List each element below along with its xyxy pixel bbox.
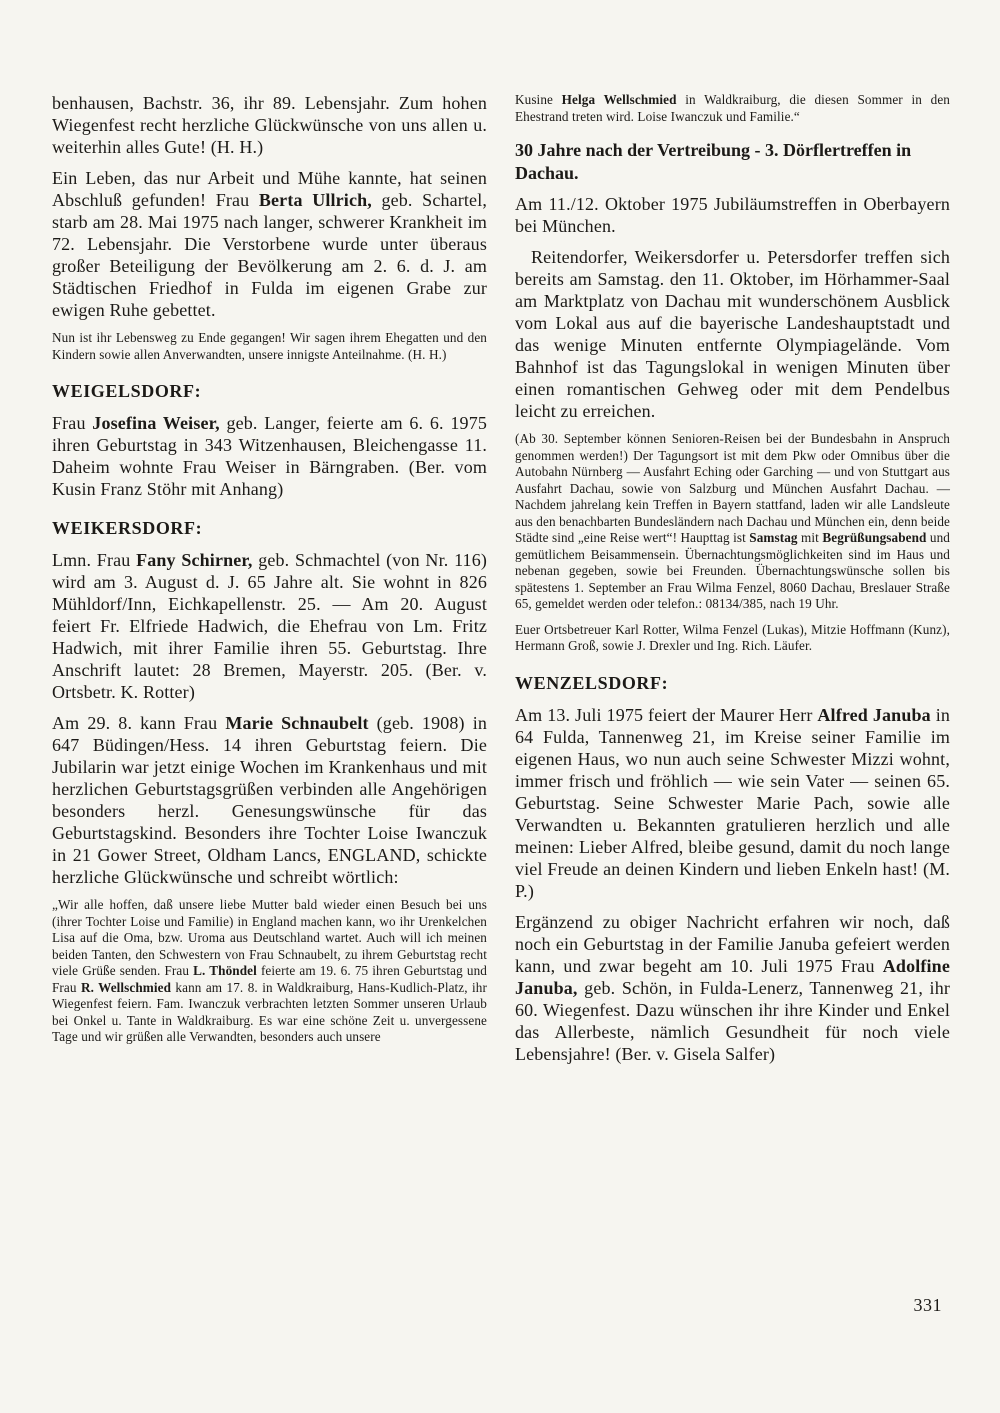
- text-run: mit: [797, 530, 823, 545]
- left-column: [52, 92, 487, 1074]
- paragraph: [515, 911, 950, 1065]
- text-run: „Wir alle hoffen, daß unsere liebe Mutter bald wieder einen Besuch bei uns (ihrer Tochter Loise und Familie) in England machen kann, wo ihr Urenkelchen Lisa auf die Oma, bzw. Uroma aus Deutschland wartet. Auch will ich meinen beiden Tanten, den Schwestern von Frau Schnaubelt, zu ihrem Geburtstag recht viele Grüße senden. Frau: [52, 897, 487, 978]
- bold-text-run: Helga Wellschmied: [561, 92, 677, 107]
- text-run: und gemütlichem Beisammensein. Übernachtungsmöglichkeiten sind im Haus und nebenan gegeben, sowie bei Freunden. Übernachtungswünsche sollen bis spätestens 1. September an Frau Wilma Fenzel, 8060 Dachau, Breslauer Straße 65, gemeldet werden oder telefon.: 08134/385, nach 19 Uhr.: [515, 530, 951, 611]
- paragraph: [515, 246, 950, 422]
- text-run: Frau: [52, 413, 93, 433]
- paragraph: [52, 330, 487, 363]
- text-run: 30 Jahre nach der Vertreibung - 3. Dörflertreffen in Dachau.: [515, 140, 912, 183]
- bold-text-run: Josefina Weiser,: [92, 413, 220, 433]
- text-run: feierte am 19. 6. 75 ihren Geburtstag und Frau: [52, 963, 487, 995]
- paragraph: [515, 622, 950, 655]
- text-run: Euer Ortsbetreuer Karl Rotter, Wilma Fenzel (Lukas), Mitzie Hoffmann (Kunz), Hermann Groß, sowie J. Drexler und Ing. Rich. Läufer.: [515, 621, 950, 653]
- text-run: Am 29. 8. kann Frau: [52, 713, 226, 733]
- text-run: Lmn. Frau: [52, 550, 137, 570]
- section-heading: [515, 139, 950, 185]
- text-run: (geb. 1908) in 647 Büdingen/Hess. 14 ihren Geburtstag feiern. Die Jubilarin war jetzt einige Wochen im Krankenhaus und mit herzlichen Geburtstagsgrüßen verbinden alle Angehörigen besonders herzl. Genesungswünsche für das Geburtstagskind. Besonders ihre Tochter Loise Iwanczuk in 21 Gower Street, Oldham Lancs, ENGLAND, schickte herzliche Glückwünsche und schreibt wörtlich:: [52, 713, 487, 887]
- bold-text-run: Berta Ullrich,: [258, 190, 372, 210]
- paragraph: [52, 897, 487, 1046]
- text-run: Ein Leben, das nur Arbeit und Mühe kannte, hat seinen Abschluß gefunden! Frau: [52, 168, 487, 210]
- bold-text-run: L. Thöndel: [193, 963, 257, 978]
- paragraph: [515, 193, 950, 237]
- paragraph: [515, 431, 950, 613]
- text-run: Ergänzend zu obiger Nachricht erfahren wir noch, daß noch ein Geburtstag in der Familie Januba gefeiert werden kann, und zwar begeht am 10. Juli 1975 Frau: [515, 911, 950, 976]
- paragraph: [52, 412, 487, 500]
- text-run: Reitendorfer, Weikersdorfer u. Petersdorfer treffen sich bereits am Samstag. den 11. Oktober, im Hörhammer-Saal am Marktplatz von Dachau mit wunderschönem Ausblick vom Lokal aus auf die bayerische Landeshauptstadt und das wenige Minuten entfernte Olympiagelände. Vom Bahnhof ist das Tagungslokal in wenigen Minuten über einen romantischen Gehweg oder mit dem Pendelbus leicht zu erreichen.: [515, 247, 950, 421]
- text-run: WEIKERSDORF:: [52, 518, 203, 538]
- paragraph: [515, 704, 950, 902]
- text-run: Kusine: [515, 92, 562, 107]
- bold-text-run: Begrüßungsabend: [822, 530, 927, 545]
- bold-text-run: Alfred Januba: [817, 704, 931, 725]
- paragraph: [52, 92, 487, 158]
- text-run: WENZELSDORF:: [515, 672, 669, 693]
- bold-text-run: R. Wellschmied: [80, 979, 172, 995]
- text-run: geb. Schön, in Fulda-Lenerz, Tannenweg 21, ihr 60. Wiegenfest. Dazu wünschen ihr ihre Kinder und Enkel das Allerbeste, nämlich Gesundheit für noch viele Lebensjahre! (Ber. v. Gisela Salfer): [515, 977, 950, 1064]
- bold-text-run: Adolfine Januba,: [515, 955, 950, 998]
- paragraph: [52, 549, 487, 703]
- paragraph: [515, 92, 950, 125]
- bold-text-run: Fany Schirner,: [136, 550, 253, 570]
- text-run: benhausen, Bachstr. 36, ihr 89. Lebensjahr. Zum hohen Wiegenfest recht herzliche Glückwünsche von uns allen u. weiterhin alles Gute! (H. H.): [52, 93, 487, 157]
- text-run: Am 13. Juli 1975 feiert der Maurer Herr: [515, 704, 818, 725]
- text-run: geb. Langer, feierte am 6. 6. 1975 ihren Geburtstag in 343 Witzenhausen, Bleichengasse 11. Daheim wohnte Frau Weiser in Bärngraben. (Ber. vom Kusin Franz Stöhr mit Anhang): [52, 413, 488, 499]
- paragraph: [52, 167, 487, 321]
- text-run: in Waldkraiburg, die diesen Sommer in den Ehestrand treten wird. Loise Iwanczuk und Familie.“: [515, 92, 950, 124]
- text-run: WEIGELSDORF:: [52, 381, 202, 401]
- text-run: (Ab 30. September können Senioren-Reisen bei der Bundesbahn in Anspruch genommen werden!) Der Tagungsort ist mit dem Pkw oder Omnibus über die Autobahn Nürnberg — Ausfahrt Eching oder Garching — und von Stuttgart aus Ausfahrt Dachau, sowie von Salzburg und München Ausfahrt Dachau. — Nachdem jahrelang kein Treffen in Bayern stattfand, laden wir alle Landsleute aus den benachbarten Bundesländern nach Dachau und München ein, denn beide Städte sind „eine Reise wert“! Haupttag ist: [515, 431, 950, 545]
- paragraph: [52, 712, 487, 888]
- text-run: Am 11./12. Oktober 1975 Jubiläumstreffen in Oberbayern bei München.: [515, 194, 950, 236]
- text-run: Nun ist ihr Lebensweg zu Ende gegangen! Wir sagen ihrem Ehegatten und den Kindern sowie allen Anverwandten, unsere innigste Anteilnahme. (H. H.): [52, 330, 487, 362]
- text-run: in 64 Fulda, Tannenweg 21, im Kreise seiner Familie im eigenen Haus, wo nun auch seine Schwester Mizzi wohnt, immer frisch und fröhlich — wie sein Vater — seinen 65. Geburtstag. Seine Schwester Marie Pach, sowie alle Verwandten u. Bekannten gratulieren herzlich und alle meinen: Lieber Alfred, bleibe gesund, damit du noch lange viel Freude an deinen Kindern und lieben Enkeln hast! (M. P.): [515, 704, 950, 901]
- text-run: geb. Schartel, starb am 28. Mai 1975 nach langer, schwerer Krankheit im 72. Lebensjahr. Die Verstorbene wurde unter überaus großer Beteiligung der Bevölkerung am 2. 6. d. J. am Städtischen Friedhof in Fulda im eigenen Grabe zur ewigen Ruhe gebettet.: [52, 190, 488, 320]
- section-heading: [52, 517, 487, 539]
- section-heading: [52, 380, 487, 402]
- text-run: kann am 17. 8. in Waldkraiburg, Hans-Kudlich-Platz, ihr Wiegenfest feiern. Fam. Iwanczuk verbrachten letzten Sommer unseren Urlaub bei Onkel u. Tante in Waldkraiburg. Es war eine schöne Zeit u. unvergessene Tage und wir grüßen alle Verwandten, besonders auch unsere: [52, 979, 487, 1044]
- bold-text-run: Samstag: [749, 530, 798, 545]
- right-column: [515, 92, 950, 1074]
- text-run: geb. Schmachtel (von Nr. 116) wird am 3. August d. J. 65 Jahre alt. Sie wohnt in 826 Mühldorf/Inn, Eichkapellenstr. 25. — Am 20. August feiert Fr. Elfriede Hadwich, die Ehefrau von Lm. Fritz Hadwich, mit ihrer Familie ihren 55. Geburtstag. Ihre Anschrift lautet: 28 Bremen, Mayerstr. 205. (Ber. v. Ortsbetr. K. Rotter): [52, 550, 487, 702]
- section-heading: [515, 672, 950, 694]
- page-number: 331: [913, 1295, 942, 1315]
- bold-text-run: Marie Schnaubelt: [225, 713, 369, 733]
